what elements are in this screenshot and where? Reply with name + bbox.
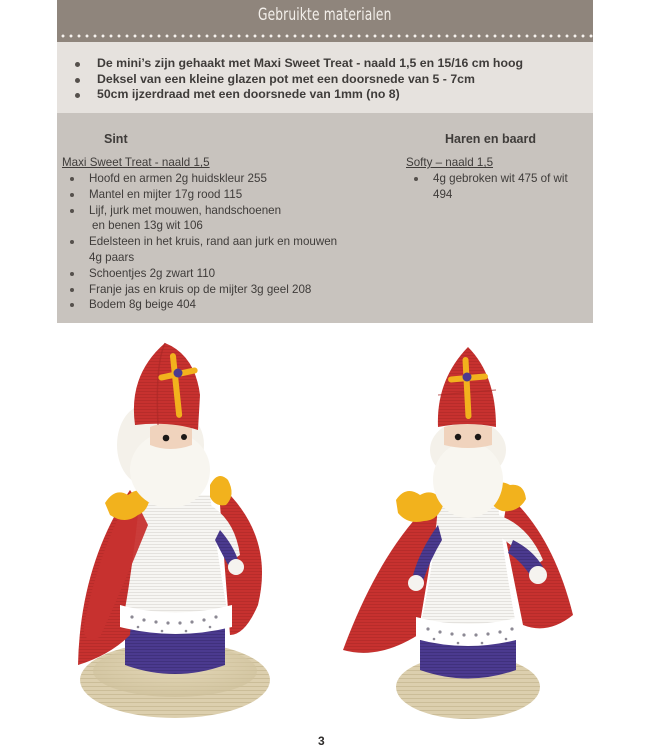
list-item: Franje jas en kruis op de mijter 3g geel 208	[62, 282, 382, 298]
sint-yarn-label: Maxi Sweet Treat - naald 1,5	[62, 156, 210, 169]
list-item: De mini’s zijn gehaakt met Maxi Sweet Treat - naald 1,5 en 15/16 cm hoog	[71, 56, 593, 72]
face	[444, 424, 492, 448]
general-materials-list	[71, 56, 593, 103]
general-materials-section	[57, 42, 593, 113]
list-item: Deksel van een kleine glazen pot met een doorsnede van 5 - 7cm	[71, 72, 593, 88]
eye-icon	[455, 434, 461, 440]
list-item: Mantel en mijter 17g rood 115	[62, 187, 382, 203]
hair-materials-list	[406, 171, 596, 203]
list-item: Edelsteen in het kruis, rand aan jurk en mouwen 4g paars	[62, 234, 382, 266]
hair-heading: Haren en baard	[445, 132, 537, 146]
mitre	[134, 343, 200, 430]
header-band	[57, 0, 593, 42]
list-item: Hoofd en armen 2g huidskleur 255	[62, 171, 382, 187]
list-item: Bodem 8g beige 404	[62, 297, 382, 313]
eye-icon	[163, 435, 170, 442]
list-item: Schoentjes 2g zwart 110	[62, 266, 382, 282]
dotted-divider	[57, 34, 593, 38]
page-title: Gebruikte materialen	[258, 5, 392, 25]
doll-photo-left	[70, 335, 290, 725]
materials-sheet	[57, 0, 593, 323]
yarn-details-section	[57, 113, 593, 323]
list-item: 4g gebroken wit 475 of wit 494	[406, 171, 596, 203]
sint-materials-list	[62, 171, 382, 313]
sint-heading: Sint	[104, 132, 128, 146]
list-item: 50cm ijzerdraad met een doorsnede van 1mm (no 8)	[71, 87, 593, 103]
page-number: 3	[318, 734, 325, 748]
hair-yarn-label: Softy – naald 1,5	[406, 156, 494, 169]
list-item: Lijf, jurk met mouwen, handschoenen en benen 13g wit 106	[62, 203, 382, 235]
beard	[433, 442, 503, 518]
doll-photo-right	[338, 335, 588, 725]
